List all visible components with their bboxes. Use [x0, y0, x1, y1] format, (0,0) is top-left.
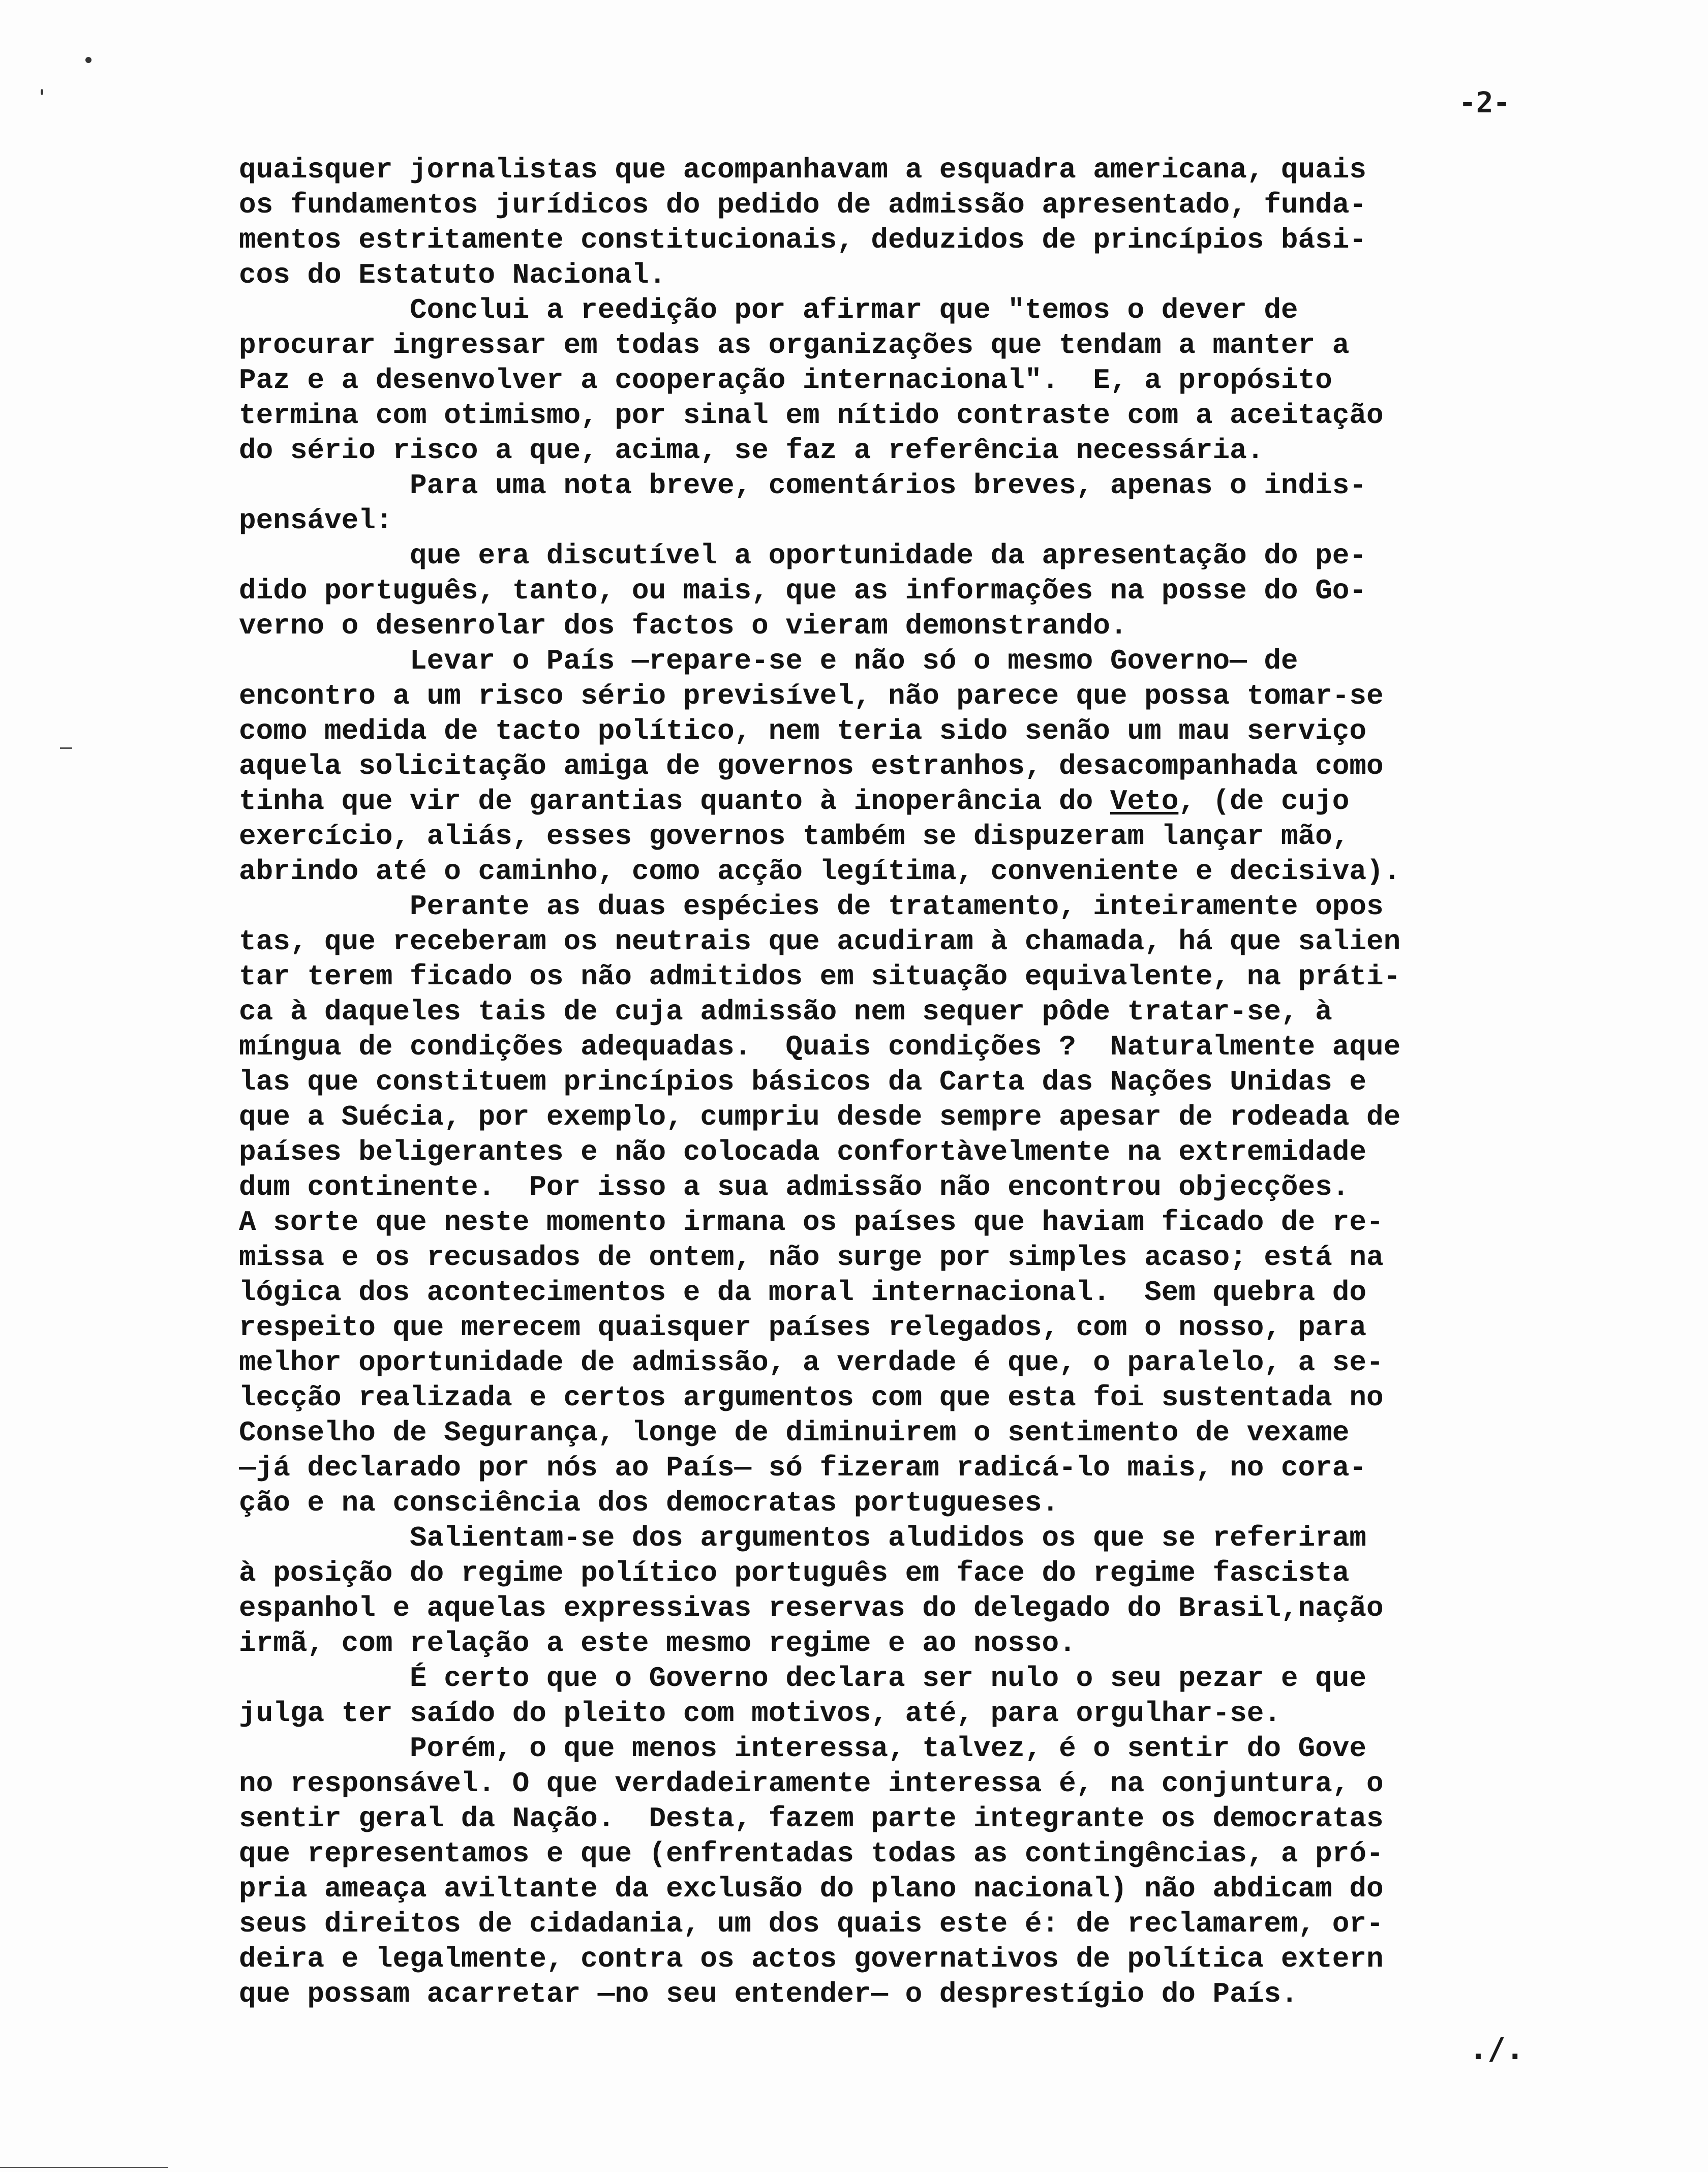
text-line: irmã, com relação a este mesmo regime e ao nosso.	[239, 1627, 1076, 1660]
text-line: quaisquer jornalistas que acompanhavam a esquadra americana, quais	[239, 154, 1366, 186]
text-line: à posição do regime político português em face do regime fascista	[239, 1557, 1350, 1589]
text-line: A sorte que neste momento irmana os países que haviam ficado de re-	[239, 1206, 1384, 1239]
text-line: encontro a um risco sério previsível, não parece que possa tomar-se	[239, 680, 1384, 712]
text-line-end: , (de cujo	[1178, 785, 1350, 818]
text-line-start: tinha que vir de garantias quanto à inoperância do	[239, 785, 1110, 818]
text-line: mentos estritamente constitucionais, deduzidos de princípios bási-	[239, 224, 1366, 256]
text-line: Porém, o que menos interessa, talvez, é o sentir do Gove	[239, 1732, 1366, 1765]
text-line: melhor oportunidade de admissão, a verdade é que, o paralelo, a se-	[239, 1346, 1384, 1379]
text-line: míngua de condições adequadas. Quais condições ? Naturalmente aque	[239, 1031, 1401, 1063]
text-line: abrindo até o caminho, como acção legítima, conveniente e decisiva).	[239, 855, 1401, 888]
text-line: espanhol e aquelas expressivas reservas do delegado do Brasil,nação	[239, 1592, 1384, 1624]
edge-mark	[0, 2167, 168, 2168]
text-line: como medida de tacto político, nem teria sido senão um mau serviço	[239, 715, 1366, 747]
text-line: Salientam-se dos argumentos aludidos os que se referiram	[239, 1522, 1366, 1554]
text-line: Levar o País —repare-se e não só o mesmo Governo— de	[239, 645, 1298, 677]
typewritten-body	[239, 153, 1642, 2012]
veto-underlined-word: Veto	[1110, 785, 1179, 818]
text-line: deira e legalmente, contra os actos governativos de política extern	[239, 1943, 1384, 1975]
ink-speck	[85, 57, 92, 63]
text-line: procurar ingressar em todas as organizações que tendam a manter a	[239, 329, 1350, 361]
text-line: julga ter saído do pleito com motivos, até, para orgulhar-se.	[239, 1697, 1281, 1730]
text-line: ca à daqueles tais de cuja admissão nem sequer pôde tratar-se, à	[239, 995, 1332, 1028]
text-line: ção e na consciência dos democratas portugueses.	[239, 1487, 1059, 1519]
text-line: aquela solicitação amiga de governos estranhos, desacompanhada como	[239, 750, 1384, 782]
text-line: lógica dos acontecimentos e da moral internacional. Sem quebra do	[239, 1276, 1366, 1309]
text-line: pria ameaça aviltante da exclusão do plano nacional) não abdicam do	[239, 1873, 1384, 1905]
text-line: dido português, tanto, ou mais, que as informações na posse do Go-	[239, 575, 1366, 607]
text-line: no responsável. O que verdadeiramente interessa é, na conjuntura, o	[239, 1767, 1384, 1800]
text-line: do sério risco a que, acima, se faz a referência necessária.	[239, 434, 1264, 467]
text-line: termina com otimismo, por sinal em nítido contraste com a aceitação	[239, 399, 1384, 432]
text-line: verno o desenrolar dos factos o vieram demonstrando.	[239, 610, 1127, 642]
text-line: pensável:	[239, 504, 393, 537]
text-line: missa e os recusados de ontem, não surge por simples acaso; está na	[239, 1241, 1384, 1274]
text-line: que a Suécia, por exemplo, cumpriu desde sempre apesar de rodeada de	[239, 1101, 1401, 1133]
text-line: lecção realizada e certos argumentos com que esta foi sustentada no	[239, 1381, 1384, 1414]
text-line: respeito que merecem quaisquer países relegados, com o nosso, para	[239, 1311, 1366, 1344]
text-line: Perante as duas espécies de tratamento, inteiramente opos	[239, 890, 1384, 923]
text-line: Conselho de Segurança, longe de diminuirem o sentimento de vexame	[239, 1416, 1350, 1449]
ink-speck	[41, 89, 43, 95]
continuation-mark: ./.	[1469, 2031, 1524, 2067]
text-line: Para uma nota breve, comentários breves, apenas o indis-	[239, 469, 1366, 502]
text-line-veto	[239, 784, 1642, 819]
text-line: Conclui a reedição por afirmar que "temos o dever de	[239, 294, 1298, 326]
text-line: cos do Estatuto Nacional.	[239, 259, 666, 291]
text-line: que possam acarretar —no seu entender— o desprestígio do País.	[239, 1978, 1298, 2010]
text-line: que representamos e que (enfrentadas todas as contingências, a pró-	[239, 1837, 1384, 1870]
text-line: É certo que o Governo declara ser nulo o seu pezar e que	[239, 1662, 1366, 1695]
text-line: tar terem ficado os não admitidos em situação equivalente, na práti-	[239, 960, 1401, 993]
edge-mark	[60, 747, 72, 749]
text-line: que era discutível a oportunidade da apresentação do pe-	[239, 539, 1366, 572]
text-line: Paz e a desenvolver a cooperação internacional". E, a propósito	[239, 364, 1332, 397]
text-line: seus direitos de cidadania, um dos quais este é: de reclamarem, or-	[239, 1908, 1384, 1940]
text-line: tas, que receberam os neutrais que acudiram à chamada, há que salien	[239, 925, 1401, 958]
text-line: las que constituem princípios básicos da Carta das Nações Unidas e	[239, 1066, 1366, 1098]
page-number: -2-	[1459, 86, 1511, 119]
text-line: sentir geral da Nação. Desta, fazem parte integrante os democratas	[239, 1802, 1384, 1835]
text-line: dum continente. Por isso a sua admissão não encontrou objecções.	[239, 1171, 1350, 1203]
text-line: os fundamentos jurídicos do pedido de admissão apresentado, funda-	[239, 189, 1366, 221]
text-line: países beligerantes e não colocada confortàvelmente na extremidade	[239, 1136, 1366, 1168]
text-line: —já declarado por nós ao País— só fizeram radicá-lo mais, no cora-	[239, 1452, 1366, 1484]
text-line: exercício, aliás, esses governos também se dispuzeram lançar mão,	[239, 820, 1350, 853]
